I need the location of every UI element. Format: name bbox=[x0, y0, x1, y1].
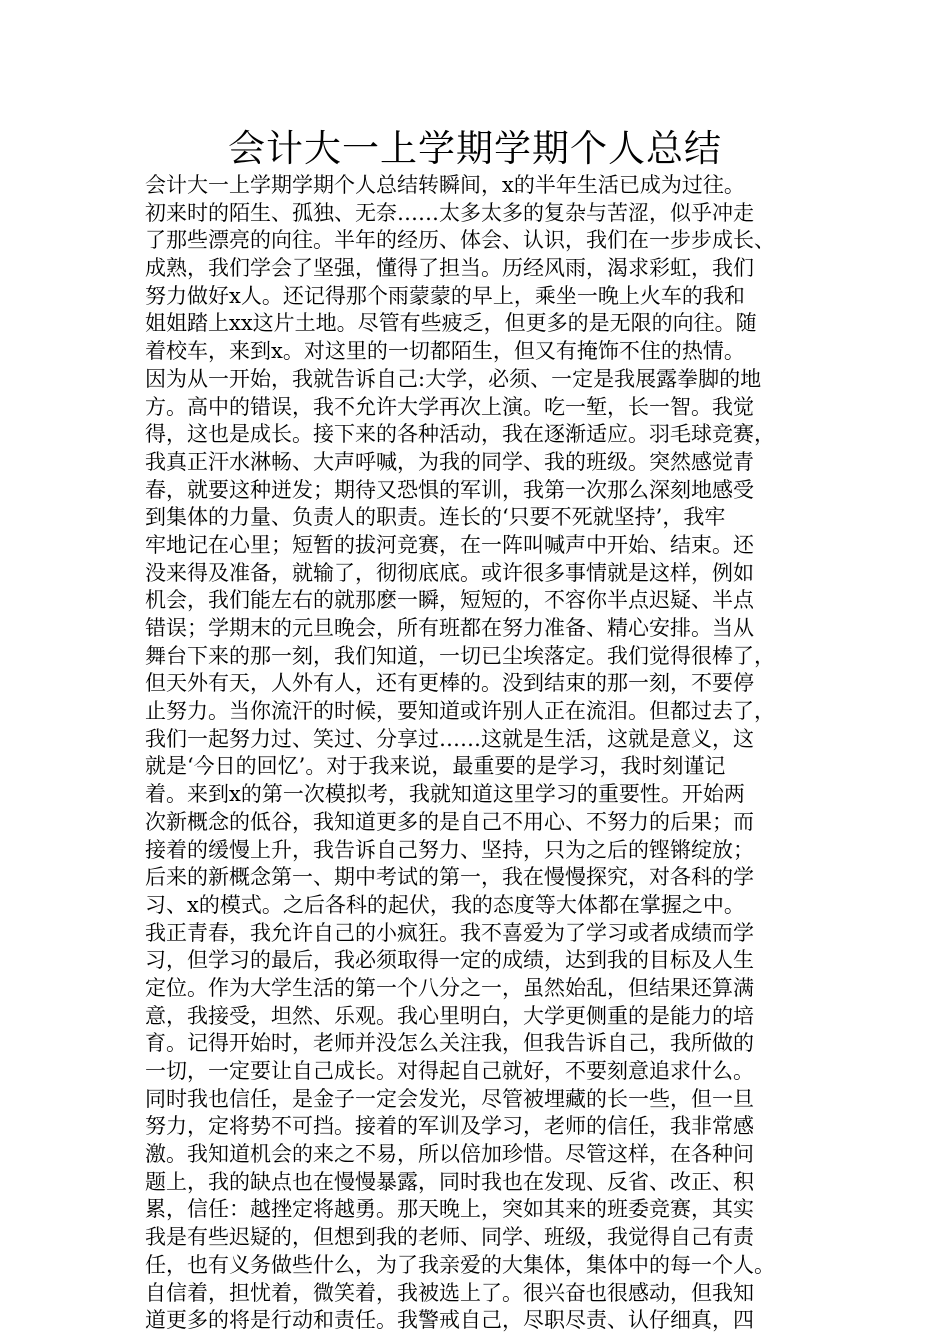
body-text-line: 任，也有义务做些什么，为了我亲爱的大集体，集体中的每一个人。 bbox=[145, 1252, 775, 1277]
body-text-line: 止努力。当你流汗的时候，要知道或许别人正在流泪。但都过去了， bbox=[145, 699, 775, 724]
body-text-line: 一切，一定要让自己成长。对得起自己就好，不要刻意追求什么。 bbox=[145, 1059, 754, 1083]
body-text-line: 后来的新概念第一、期中考试的第一，我在慢慢探究，对各科的学 bbox=[145, 865, 754, 890]
body-text-line: 因为从一开始，我就告诉自己:大学，必须、一定是我展露拳脚的地 bbox=[145, 366, 762, 391]
body-text-line: 牢地记在心里；短暂的拔河竞赛，在一阵叫喊声中开始、结束。还 bbox=[145, 532, 754, 557]
body-text-line: 春，就要这种迸发；期待又恐惧的军训，我第一次那么深刻地感受 bbox=[145, 477, 754, 502]
body-text-line: 习、x的模式。之后各科的起伏，我的态度等大体都在掌握之中。 bbox=[145, 892, 745, 917]
body-text-line: 我真正汗水淋畅、大声呼喊，为我的同学、我的班级。突然感觉青 bbox=[145, 449, 754, 474]
body-text-line: 着校车，来到x。对这里的一切都陌生，但又有掩饰不住的热情。 bbox=[145, 339, 745, 364]
body-text-line: 了那些漂亮的向往。半年的经历、体会、认识，我们在一步步成长、 bbox=[145, 228, 775, 253]
body-text-line: 我是有些迟疑的，但想到我的老师、同学、班级，我觉得自己有责 bbox=[145, 1225, 754, 1250]
body-text-line: 但天外有天，人外有人，还有更棒的。没到结束的那一刻，不要停 bbox=[145, 671, 754, 696]
body-text-line: 意，我接受，坦然、乐观。我心里明白，大学更侧重的是能力的培 bbox=[145, 1003, 754, 1028]
body-text-line: 自信着，担忧着，微笑着，我被选上了。很兴奋也很感动，但我知 bbox=[145, 1280, 754, 1305]
body-text-line: 方。高中的错误，我不允许大学再次上演。吃一堑，长一智。我觉 bbox=[145, 394, 754, 419]
body-text-line: 机会，我们能左右的就那麽一瞬，短短的，不容你半点迟疑、半点 bbox=[145, 588, 754, 613]
body-text-line: 错误；学期末的元旦晚会，所有班都在努力准备、精心安排。当从 bbox=[145, 616, 754, 640]
body-text-line: 得，这也是成长。接下来的各种活动，我在逐渐适应。羽毛球竞赛， bbox=[145, 422, 775, 447]
body-text-line: 到集体的力量、负责人的职责。连长的‘只要不死就坚持’，我牢 bbox=[145, 505, 726, 530]
body-text-line: 初来时的陌生、孤独、无奈……太多太多的复杂与苦涩，似乎冲走 bbox=[145, 200, 754, 225]
body-text-line: 同时我也信任，是金子一定会发光，尽管被埋藏的长一些，但一旦 bbox=[145, 1086, 754, 1111]
body-text-line: 努力，定将势不可挡。接着的军训及学习，老师的信任，我非常感 bbox=[145, 1114, 754, 1139]
body-text-line: 题上，我的缺点也在慢慢暴露，同时我也在发现、反省、改正、积 bbox=[145, 1169, 754, 1194]
body-text-line: 习，但学习的最后，我必须取得一定的成绩，达到我的目标及人生 bbox=[145, 948, 754, 973]
body-text-line: 次新概念的低谷，我知道更多的是自己不用心、不努力的后果；而 bbox=[145, 809, 754, 834]
body-text-line: 我正青春，我允许自己的小疯狂。我不喜爱为了学习或者成绩而学 bbox=[145, 920, 754, 945]
body-text-line: 道更多的将是行动和责任。我警戒自己，尽职尽责、认仔细真，四 bbox=[145, 1308, 754, 1333]
body-text-line: 姐姐踏上xx这片土地。尽管有些疲乏，但更多的是无限的向往。随 bbox=[145, 311, 757, 336]
body-text-line: 我们一起努力过、笑过、分享过……这就是生活，这就是意义，这 bbox=[145, 726, 754, 751]
body-text-line: 着。来到x的第一次模拟考，我就知道这里学习的重要性。开始两 bbox=[145, 782, 745, 807]
body-text-line: 育。记得开始时，老师并没怎么关注我，但我告诉自己，我所做的 bbox=[145, 1031, 754, 1056]
body-text-line: 成熟，我们学会了坚强，懂得了担当。历经风雨，渴求彩虹，我们 bbox=[145, 256, 754, 281]
body-text-line: 定位。作为大学生活的第一个八分之一，虽然始乱，但结果还算满 bbox=[145, 975, 754, 1000]
body-text-line: 接着的缓慢上升，我告诉自己努力、坚持，只为之后的铿锵绽放； bbox=[145, 837, 754, 862]
body-text-line: 累，信任：越挫定将越勇。那天晚上，突如其来的班委竞赛，其实 bbox=[145, 1197, 754, 1222]
body-text-line: 激。我知道机会的来之不易，所以倍加珍惜。尽管这样，在各种问 bbox=[145, 1142, 754, 1167]
body-text-line: 舞台下来的那一刻，我们知道，一切已尘埃落定。我们觉得很棒了， bbox=[145, 643, 775, 668]
body-text-line: 努力做好x人。还记得那个雨蒙蒙的早上，乘坐一晚上火车的我和 bbox=[145, 283, 745, 308]
body-text-line: 会计大一上学期学期个人总结转瞬间，x的半年生活已成为过往。 bbox=[145, 173, 745, 197]
document-body bbox=[145, 172, 825, 1335]
body-text-line: 就是‘今日的回忆’。对于我来说，最重要的是学习，我时刻谨记 bbox=[145, 754, 726, 779]
body-text-line: 没来得及准备，就输了，彻彻底底。或许很多事情就是这样，例如 bbox=[145, 560, 754, 585]
document-title: 会计大一上学期学期个人总结 bbox=[228, 127, 722, 170]
